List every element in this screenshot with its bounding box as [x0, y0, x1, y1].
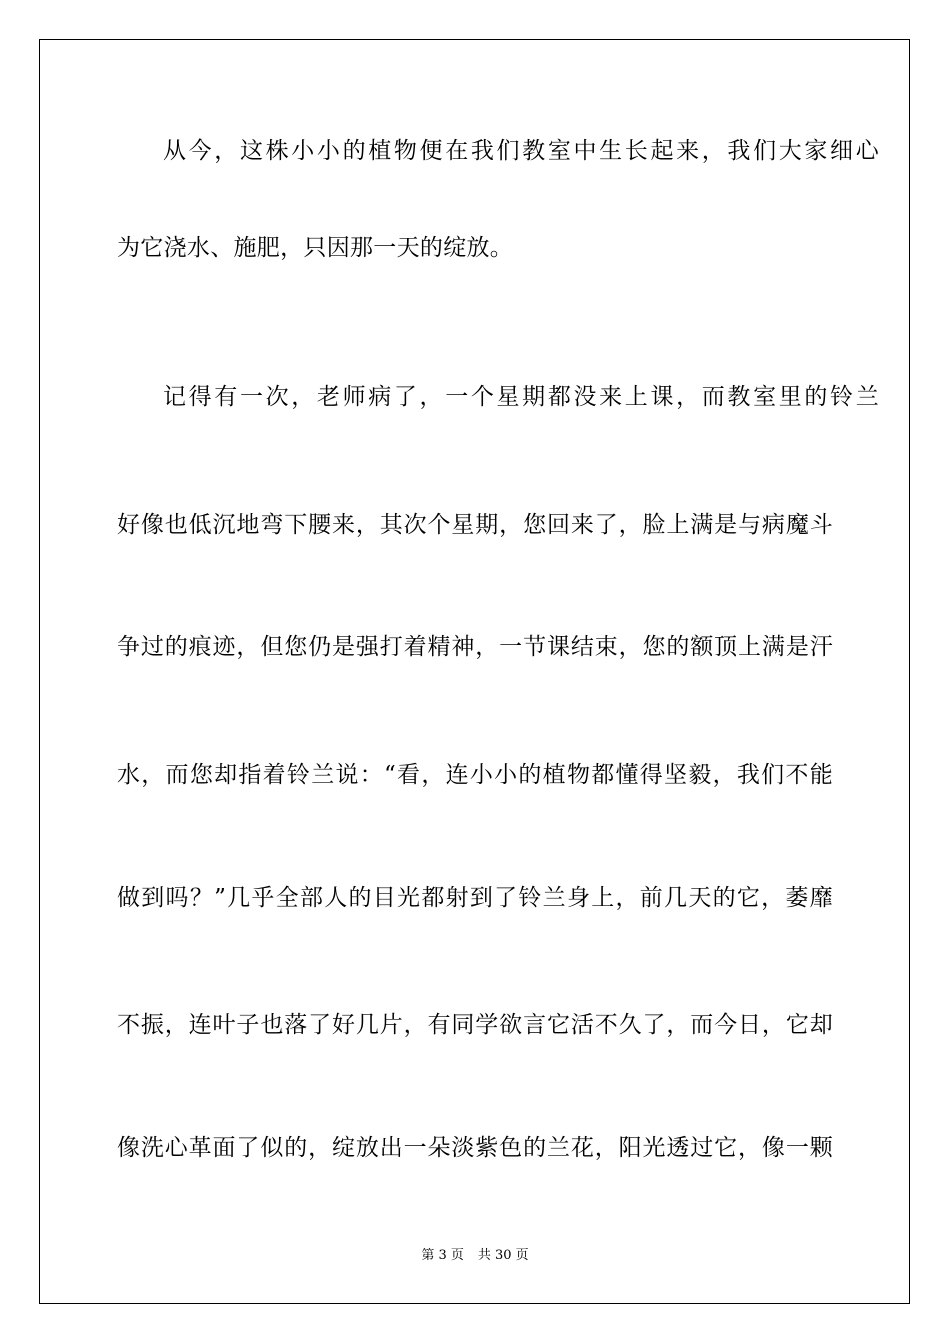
page-footer — [0, 1247, 950, 1265]
paragraph-2-line-7: 像洗心革面了似的，绽放出一朵淡紫色的兰花，阳光透过它，像一颗 — [117, 1135, 833, 1161]
paragraph-1-line-1: 从今，这株小小的植物便在我们教室中生长起来，我们大家细心 — [163, 138, 879, 164]
paragraph-2-line-5: 做到吗？”几乎全部人的目光都射到了铃兰身上，前几天的它，萎靡 — [117, 885, 833, 911]
paragraph-2-line-1: 记得有一次，老师病了，一个星期都没来上课，而教室里的铃兰 — [163, 384, 879, 410]
page-total: 共 30 页 — [477, 1248, 529, 1263]
paragraph-2-line-3: 争过的痕迹，但您仍是强打着精神，一节课结束，您的额顶上满是汗 — [117, 634, 833, 660]
paragraph-1-line-2: 为它浇水、施肥，只因那一天的绽放。 — [117, 235, 514, 261]
paragraph-2-line-6: 不振，连叶子也落了好几片，有同学欲言它活不久了，而今日，它却 — [117, 1012, 833, 1038]
paragraph-2-line-4: 水，而您却指着铃兰说：“看，连小小的植物都懂得坚毅，我们不能 — [117, 762, 833, 788]
paragraph-2-line-2: 好像也低沉地弯下腰来，其次个星期，您回来了，脸上满是与病魔斗 — [117, 512, 833, 538]
page-number: 第 3 页 — [421, 1248, 464, 1263]
page-border — [39, 39, 910, 1304]
